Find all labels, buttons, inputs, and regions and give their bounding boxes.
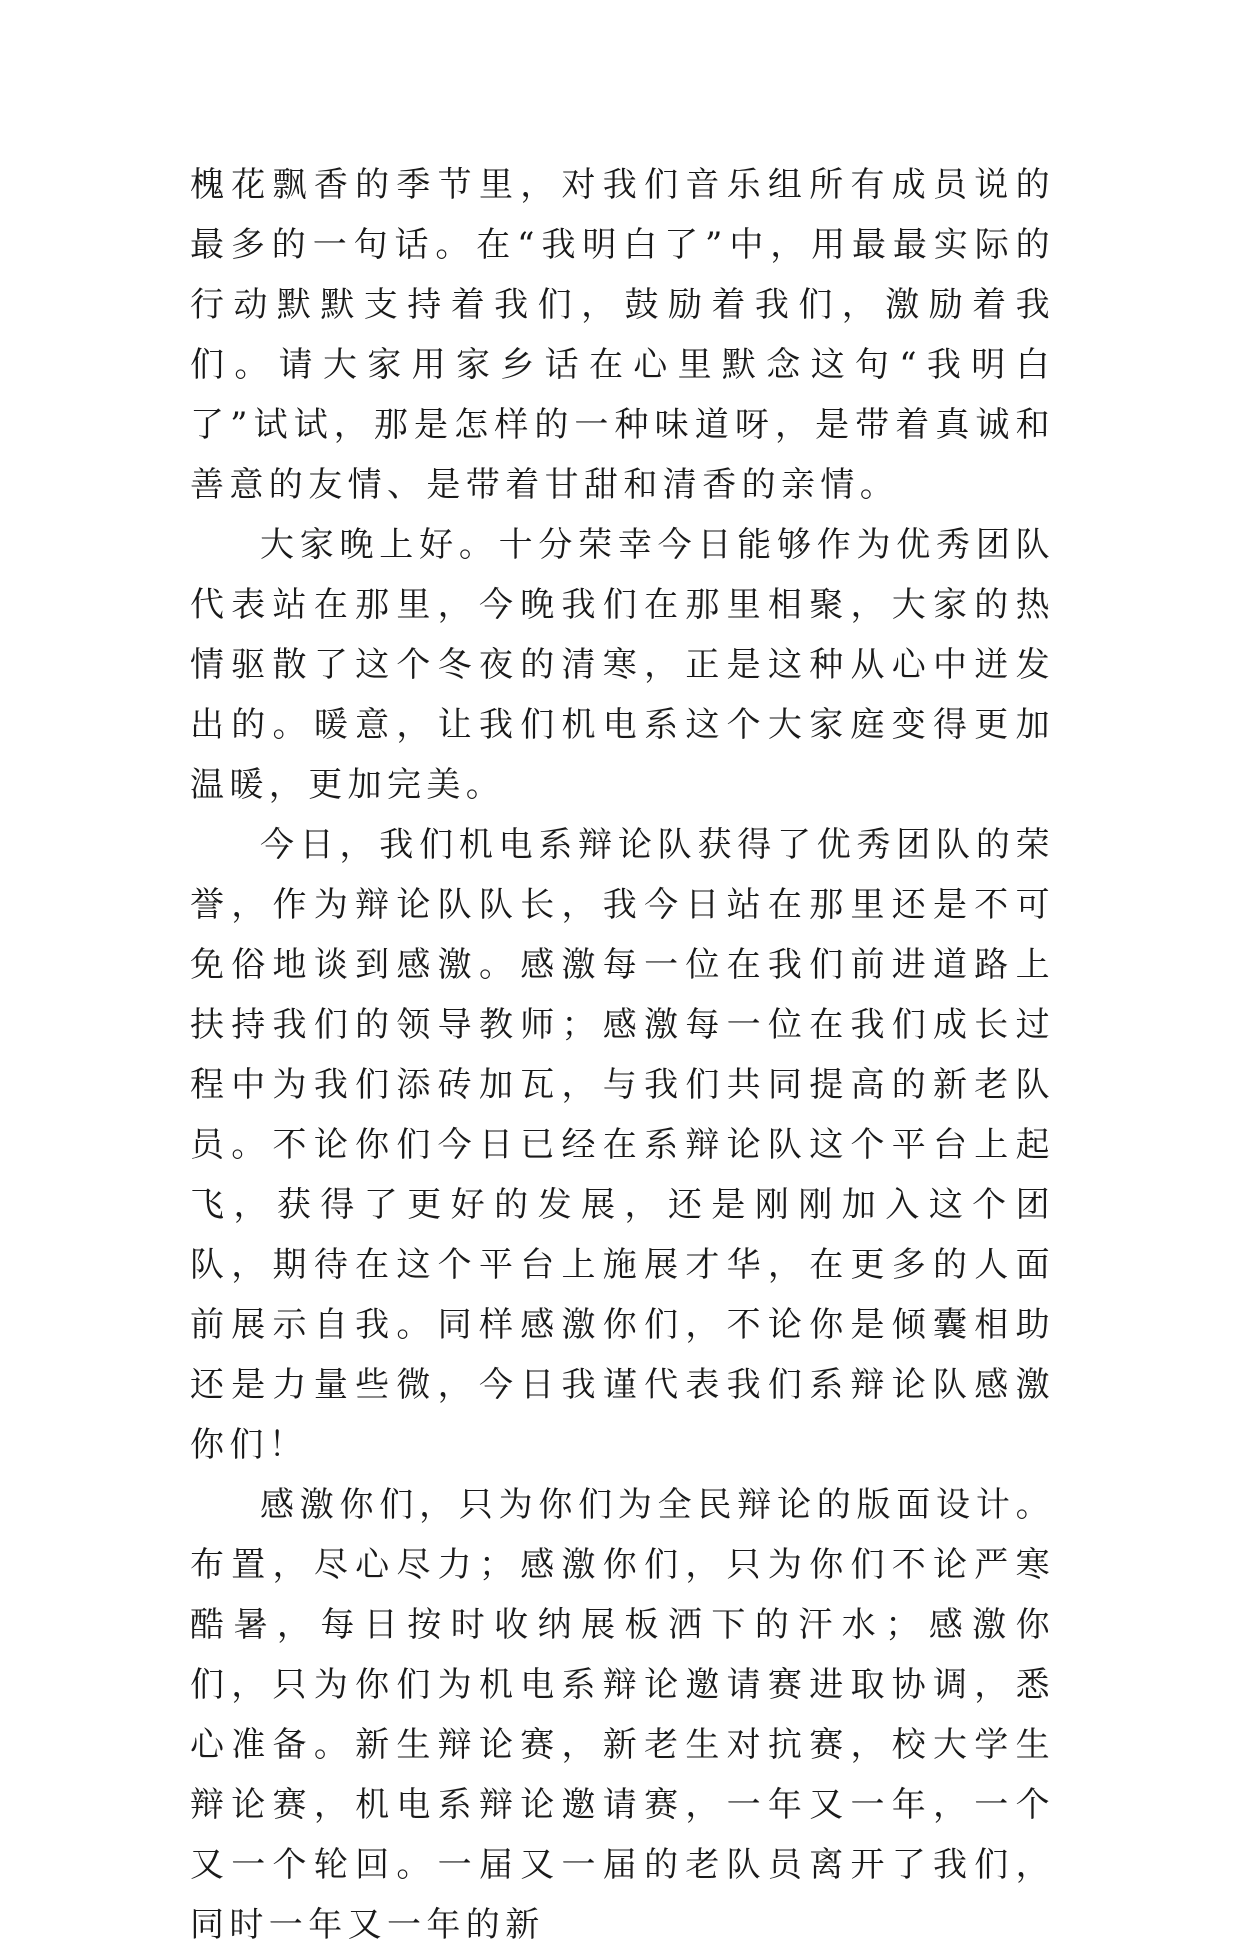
paragraph-4: 感激你们，只为你们为全民辩论的版面设计。布置，尽心尽力；感激你们，只为你们不论严寒酷暑，每日按时收纳展板洒下的汗水；感激你们，只为你们为机电系辩论邀请赛进取协调，悉心准备。新生辩论赛，新老生对抗赛，校大学生辩论赛，机电系辩论邀请赛，一年又一年，一个又一个轮回。一届又一届的老队员离开了我们，同时一年又一年的新 [190, 1485, 1055, 1945]
paragraph-1: 槐花飘香的季节里，对我们音乐组所有成员说的最多的一句话。在“我明白了”中，用最最实际的行动默默支持着我们，鼓励着我们，激励着我们。请大家用家乡话在心里默念这句“我明白了”试试，那是怎样的一种味道呀，是带着真诚和善意的友情、是带着甘甜和清香的亲情。 [190, 165, 1055, 505]
paragraph-3: 今日，我们机电系辩论队获得了优秀团队的荣誉，作为辩论队队长，我今日站在那里还是不可免俗地谈到感激。感激每一位在我们前进道路上扶持我们的领导教师；感激每一位在我们成长过程中为我们添砖加瓦，与我们共同提高的新老队员。不论你们今日已经在系辩论队这个平台上起飞，获得了更好的发展，还是刚刚加入这个团队，期待在这个平台上施展才华，在更多的人面前展示自我。同样感激你们，不论你是倾囊相助还是力量些微，今日我谨代表我们系辩论队感激你们！ [190, 825, 1055, 1465]
paragraph-2: 大家晚上好。十分荣幸今日能够作为优秀团队代表站在那里，今晚我们在那里相聚，大家的热情驱散了这个冬夜的清寒，正是这种从心中迸发出的。暖意，让我们机电系这个大家庭变得更加温暖，更加完美。 [190, 525, 1055, 805]
document-page [190, 155, 1055, 1955]
